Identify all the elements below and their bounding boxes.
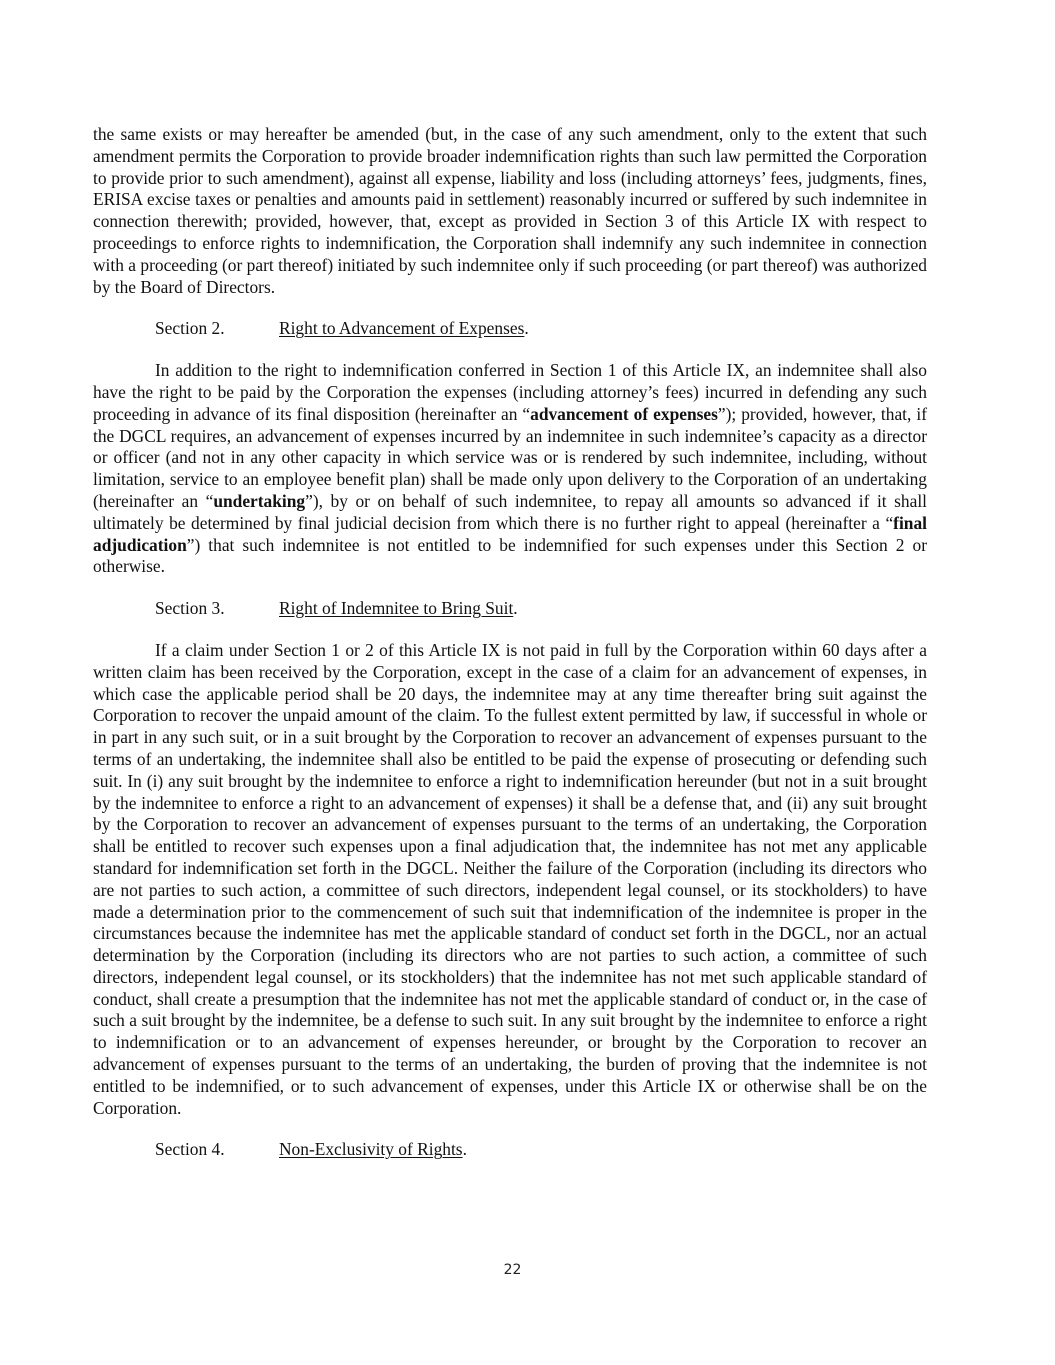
section-2-heading (93, 318, 927, 340)
paragraph-continued: the same exists or may hereafter be amended (but, in the case of any such amendment, only to the extent that such amendment permits the Corporation to provide broader indemnification rights than such law permitted the Corporation to provide prior to such amendment), against all expense, liability and loss (including attorneys’ fees, judgments, fines, ERISA excise taxes or penalties and amounts paid in settlement) reasonably incurred or suffered by such indemnitee in connection therewith; provided, however, that, except as provided in Section 3 of this Article IX with respect to proceedings to enforce rights to indemnification, the Corporation shall indemnify any such indemnitee in connection with a proceeding (or part thereof) initiated by such indemnitee only if such proceeding (or part thereof) was authorized by the Board of Directors. (93, 124, 927, 297)
defined-term-undertaking: undertaking (213, 490, 306, 511)
section-3-body: If a claim under Section 1 or 2 of this Article IX is not paid in full by the Corporation within 60 days after a written claim has been received by the Corporation, except in the case of a claim for an advancement of expenses, in which case the applicable period shall be 20 days, the indemnitee may at any time thereafter bring suit against the Corporation to recover the unpaid amount of the claim. To the fullest extent permitted by law, if successful in whole or in part in any such suit, or in a suit brought by the Corporation to recover an advancement of expenses pursuant to the terms of an undertaking, the indemnitee shall also be entitled to be paid the expense of prosecuting or defending such suit. In (i) any suit brought by the indemnitee to enforce a right to indemnification hereunder (but not in a suit brought by the indemnitee to enforce a right to an advancement of expenses) it shall be a defense that, and (ii) any suit brought by the Corporation to recover an advancement of expenses pursuant to the terms of an undertaking, the Corporation shall be entitled to recover such expenses upon a final adjudication that, the indemnitee has not met any applicable standard for indemnification set forth in the DGCL. Neither the failure of the Corporation (including its directors who are not parties to such action, a committee of such directors, independent legal counsel, or its stockholders) to have made a determination prior to the commencement of such suit that indemnification of the indemnitee is proper in the circumstances because the indemnitee has met the applicable standard of conduct set forth in the DGCL, nor an actual determination by the Corporation (including its directors who are not parties to such action, a committee of such directors, independent legal counsel, or its stockholders) that the indemnitee has not met such applicable standard of conduct, shall create a presumption that the indemnitee has not met the applicable standard of conduct or, in the case of such a suit brought by the indemnitee, be a defense to such suit. In any suit brought by the indemnitee to enforce a right to indemnification or to an advancement of expenses hereunder, or brought by the Corporation to recover an advancement of expenses pursuant to the terms of an undertaking, the burden of proving that the indemnitee is not entitled to be indemnified, or to such advancement of expenses, under this Article IX or otherwise shall be on the Corporation. (93, 639, 927, 1118)
section-2-period: . (524, 318, 529, 339)
document-page (93, 124, 927, 1181)
page-number: 22 (503, 1262, 522, 1278)
section-2-body-part4: ”) that such indemnitee is not entitled to be indemnified for such expenses under this Section 2 or otherwise. (93, 534, 927, 577)
section-2-body (93, 360, 927, 578)
section-4-number: Section 4. (155, 1139, 225, 1160)
section-3-heading (93, 598, 927, 620)
section-4-period: . (462, 1139, 467, 1160)
section-4-title: Non-Exclusivity of Rights (279, 1139, 463, 1160)
section-3-period: . (513, 598, 518, 619)
section-2-number: Section 2. (155, 318, 225, 339)
section-2-body-part3: ”), by or on behalf of such indemnitee, to repay all amounts so advanced if it shall ultimately be determined by final judicial decision from which there is no further right to appeal (hereinafter a “ (93, 490, 927, 533)
section-3-title: Right of Indemnitee to Bring Suit (279, 598, 514, 619)
section-2-body-part2: ”); provided, however, that, if the DGCL requires, an advancement of expenses incurred by an indemnitee in such indemnitee’s capacity as a director or officer (and not in any other capacity in which service was or is rendered by such indemnitee, including, without limitation, service to an employee benefit plan) shall be made only upon delivery to the Corporation of an undertaking (hereinafter an “ (93, 403, 927, 511)
section-2-body-part1: In addition to the right to indemnification conferred in Section 1 of this Article IX, an indemnitee shall also have the right to be paid by the Corporation the expenses (including attorney’s fees) incurred in defending any such proceeding in advance of its final disposition (hereinafter an “ (93, 360, 927, 424)
defined-term-advancement-of-expenses: advancement of expenses (530, 403, 718, 424)
defined-term-final-adjudication: final adjudication (93, 512, 927, 555)
section-4-heading (93, 1139, 927, 1161)
section-2-title: Right to Advancement of Expenses (279, 318, 525, 339)
section-3-number: Section 3. (155, 598, 225, 619)
